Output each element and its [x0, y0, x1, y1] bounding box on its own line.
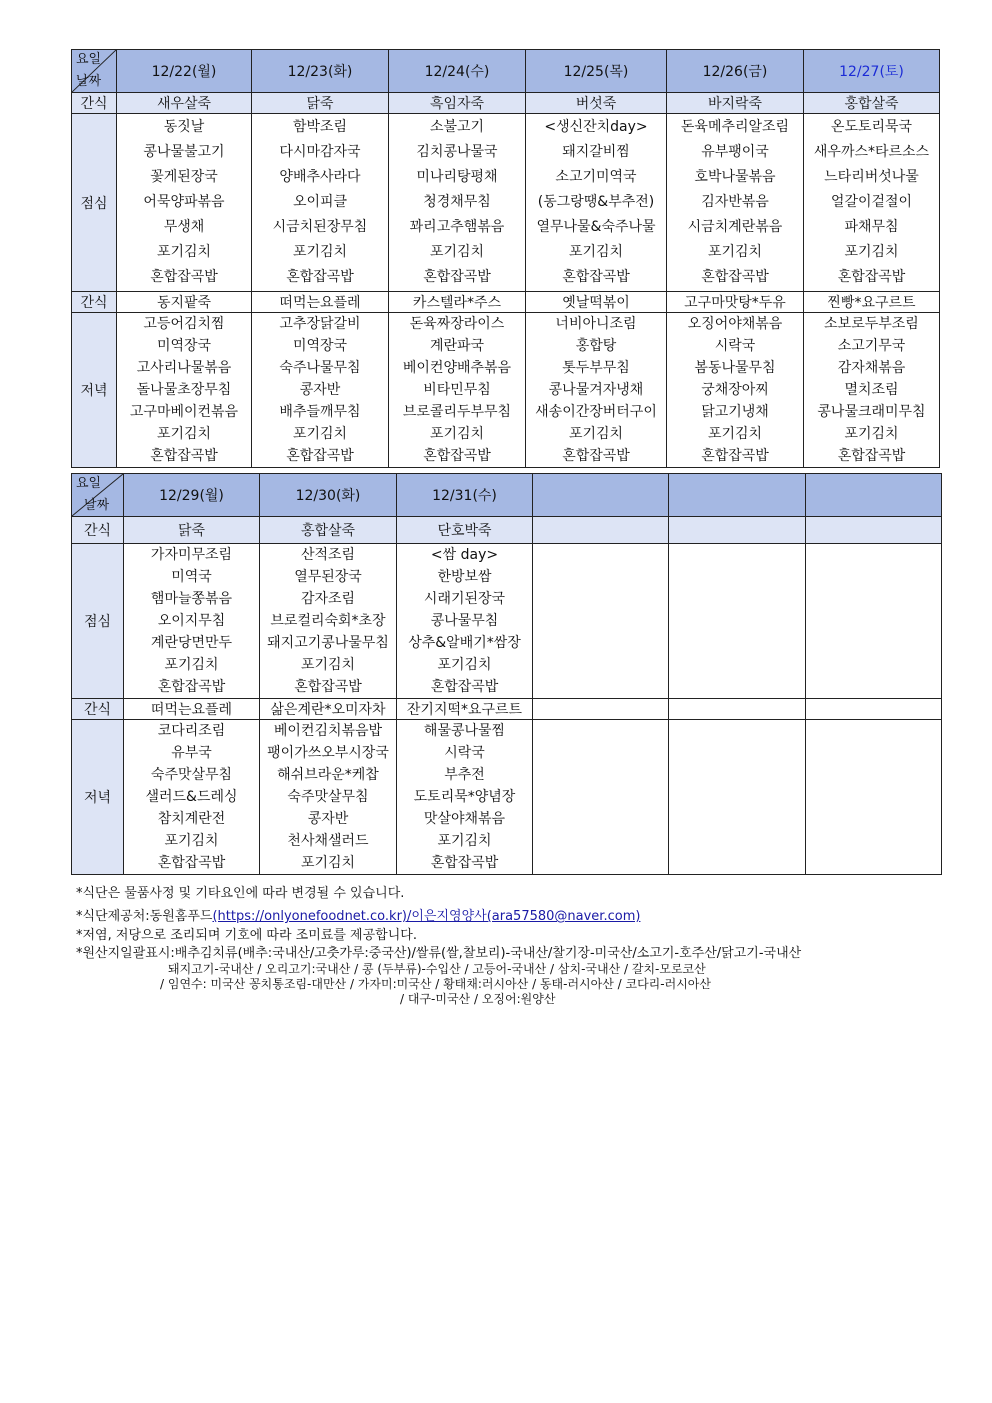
menu-item: 콩나물불고기	[143, 144, 225, 160]
menu-item: 포기김치	[292, 426, 348, 442]
menu-item: 부추전	[444, 767, 485, 783]
menu-item: 계란파국	[429, 338, 485, 354]
menu-item: 도토리묵*양념장	[413, 789, 516, 805]
snack-cell: 홍합살죽	[804, 93, 940, 114]
footnotes	[76, 882, 640, 947]
menu-item: 고등어김치찜	[143, 316, 225, 332]
dinner-cell	[804, 313, 940, 468]
day-header: 12/26(금)	[667, 50, 804, 93]
menu-item: 미역장국	[156, 338, 212, 354]
menu-item: 감자채볶음	[837, 360, 906, 376]
menu-item: 호박나물볶음	[694, 169, 776, 185]
dinner-cell	[389, 313, 526, 468]
dinner-row	[72, 313, 940, 468]
menu-item: 혼합잡곡밥	[701, 269, 769, 285]
menu-item: 콩나물겨자냉채	[548, 382, 644, 398]
corner-cell	[72, 474, 124, 517]
day-header	[806, 474, 942, 517]
menu-item: 숙주맛살무침	[287, 789, 369, 805]
menu-item: 파채무침	[844, 219, 899, 235]
morning-snack-row	[72, 517, 942, 544]
row-label-snack: 간식	[72, 93, 117, 114]
menu-item: 혼합잡곡밥	[837, 448, 906, 464]
menu-item: 포기김치	[429, 426, 485, 442]
menu-item: 브로콜리두부무침	[402, 404, 512, 420]
row-label-lunch: 점심	[72, 544, 124, 699]
menu-item: 미역장국	[292, 338, 348, 354]
origin-line-3: / 임연수: 미국산 꽁치통조림-대만산 / 가자미:미국산 / 황태채:러시아산 / 동태-러시아산 / 코다리-러시아산	[160, 977, 711, 991]
menu-item: 오이지무침	[157, 613, 226, 629]
menu-item: 배추들깨무침	[279, 404, 361, 420]
menu-item: 양배추사라다	[279, 169, 361, 185]
menu-item: 꽃게된장국	[150, 169, 218, 185]
menu-item: 시금치된장무침	[272, 219, 368, 235]
menu-item: 동짓날	[163, 119, 205, 135]
menu-item: 혼합잡곡밥	[150, 269, 218, 285]
menu-item: 해쉬브라운*케찹	[277, 767, 379, 783]
menu-item: 혼합잡곡밥	[701, 448, 769, 464]
menu-item: 혼합잡곡밥	[157, 679, 226, 695]
menu-item: 혼합잡곡밥	[286, 269, 354, 285]
menu-item: 닭고기냉채	[701, 404, 769, 420]
menu-item: 해물콩나물찜	[423, 723, 506, 739]
week1-menu-table	[71, 49, 940, 468]
corner-day-label: 요일	[76, 52, 102, 67]
menu-item: 콩자반	[299, 382, 341, 398]
lunch-cell	[526, 114, 667, 292]
menu-item: 돈육메추리알조림	[680, 119, 790, 135]
menu-item: 포기김치	[156, 426, 212, 442]
menu-item: 혼합잡곡밥	[294, 679, 362, 695]
menu-item: 소불고기	[429, 119, 485, 135]
morning-snack-row	[72, 93, 940, 114]
menu-item: 어묵양파볶음	[143, 194, 225, 210]
snack-cell	[806, 699, 942, 720]
lunch-cell	[117, 114, 252, 292]
menu-item: 콩자반	[307, 811, 349, 827]
menu-item: 혼합잡곡밥	[562, 448, 630, 464]
menu-item: 베이컨양배추볶음	[402, 360, 512, 376]
menu-item: 혼합잡곡밥	[423, 448, 491, 464]
menu-item: <생신잔치day>	[544, 119, 648, 135]
lunch-cell	[124, 544, 260, 699]
menu-item: 계란당면만두	[150, 635, 233, 651]
menu-item: 김치콩나물국	[416, 144, 498, 160]
menu-item: 베이컨김치볶음밥	[273, 723, 383, 739]
note-change-notice: *식단은 물품사정 및 기타요인에 따라 변경될 수 있습니다.	[76, 886, 405, 901]
dinner-cell	[397, 720, 533, 875]
corner-date-label: 날짜	[76, 74, 102, 89]
snack-cell: 고구마맛탕*두유	[667, 292, 804, 313]
snack-cell: 떠먹는요플레	[124, 699, 260, 720]
menu-item: 시금치계란볶음	[687, 219, 783, 235]
row-label-dinner: 저녁	[72, 720, 124, 875]
day-header: 12/25(목)	[526, 50, 667, 93]
afternoon-snack-row	[72, 292, 940, 313]
menu-item: 한방보쌈	[437, 569, 492, 585]
menu-item: 산적조림	[300, 547, 356, 563]
menu-item: 포기김치	[707, 426, 763, 442]
menu-item: 미역국	[171, 569, 212, 585]
snack-cell: 홍합살죽	[260, 517, 397, 544]
menu-item: 고추장닭갈비	[279, 316, 361, 332]
lunch-cell	[669, 544, 806, 699]
menu-item: 시락국	[714, 338, 756, 354]
menu-item: 혼합잡곡밥	[837, 269, 906, 285]
menu-item: 김자반볶음	[701, 194, 769, 210]
snack-cell: 바지락죽	[667, 93, 804, 114]
menu-item: 멸치조림	[844, 382, 899, 398]
day-header: 12/22(월)	[117, 50, 252, 93]
menu-item: 포기김치	[844, 426, 899, 442]
row-label-lunch: 점심	[72, 114, 117, 292]
day-header	[533, 474, 669, 517]
menu-item: 무생채	[163, 219, 205, 235]
menu-item: 포기김치	[437, 833, 492, 849]
menu-item: 얼갈이겉절이	[830, 194, 913, 210]
snack-cell: 떠먹는요플레	[252, 292, 389, 313]
menu-item: 시래기된장국	[423, 591, 506, 607]
menu-item: 혼합잡곡밥	[150, 448, 218, 464]
menu-item: 궁채장아찌	[701, 382, 769, 398]
provider-link[interactable]: (https://onlyonefoodnet.co.kr)/이은지영양사(ara57580@naver.com)	[212, 909, 641, 924]
afternoon-snack-row	[72, 699, 942, 720]
dinner-cell	[669, 720, 806, 875]
corner-date-label: 날짜	[84, 498, 110, 513]
menu-item: 열무나물&숙주나물	[536, 219, 656, 235]
origin-line-1: *원산지일괄표시:배추김치류(배추:국내산/고춧가루:중국산)/쌀류(쌀,찰보리)-국내산/찰기장-미국산/소고기-호주산/닭고기-국내산	[76, 946, 802, 961]
menu-item: 청경채무침	[423, 194, 491, 210]
dinner-cell	[667, 313, 804, 468]
menu-item: 혼합잡곡밥	[430, 855, 499, 871]
snack-cell	[669, 517, 806, 544]
week2-menu-table	[71, 473, 942, 875]
origin-line-4: / 대구-미국산 / 오징어:원양산	[400, 992, 556, 1006]
menu-item: 혼합잡곡밥	[423, 269, 491, 285]
snack-cell	[806, 517, 942, 544]
row-label-snack: 간식	[72, 292, 117, 313]
lunch-cell	[260, 544, 397, 699]
menu-item: <쌈 day>	[430, 547, 499, 563]
dinner-cell	[806, 720, 942, 875]
menu-item: 콩나물크래미무침	[817, 404, 926, 420]
menu-item: 숙주맛살무침	[150, 767, 233, 783]
menu-item: 참치계란전	[157, 811, 226, 827]
snack-cell	[533, 699, 669, 720]
day-header: 12/23(화)	[252, 50, 389, 93]
menu-item: 비타민무침	[423, 382, 491, 398]
day-header-saturday: 12/27(토)	[804, 50, 940, 93]
menu-item: 고구마베이컨볶음	[129, 404, 239, 420]
snack-cell: 동지팥죽	[117, 292, 252, 313]
snack-cell: 단호박죽	[397, 517, 533, 544]
menu-item: 상추&알배기*쌈장	[408, 635, 521, 651]
menu-item: 다시마감자국	[279, 144, 361, 160]
lunch-cell	[804, 114, 940, 292]
menu-item: 꽈리고추햄볶음	[409, 219, 505, 235]
lunch-cell	[252, 114, 389, 292]
snack-cell: 새우살죽	[117, 93, 252, 114]
date-header-row	[72, 474, 942, 517]
menu-item: 숙주나물무침	[279, 360, 361, 376]
lunch-row	[72, 544, 942, 699]
menu-item: 유부팽이국	[701, 144, 769, 160]
lunch-cell	[806, 544, 942, 699]
menu-item: 너비아니조림	[555, 316, 637, 332]
dinner-cell	[117, 313, 252, 468]
snack-cell: 찐빵*요구르트	[804, 292, 940, 313]
lunch-cell	[533, 544, 669, 699]
menu-item: 포기김치	[300, 657, 356, 673]
date-header-row	[72, 50, 940, 93]
menu-item: 햄마늘쫑볶음	[150, 591, 233, 607]
day-header: 12/29(월)	[124, 474, 260, 517]
menu-item: 돈육짜장라이스	[409, 316, 505, 332]
corner-cell	[72, 50, 117, 93]
menu-item: 새송이간장버터구이	[535, 404, 657, 420]
menu-item: 돼지고기콩나물무침	[267, 635, 389, 651]
lunch-cell	[389, 114, 526, 292]
snack-cell: 잔기지떡*요구르트	[397, 699, 533, 720]
dinner-cell	[260, 720, 397, 875]
menu-item: 오징어야채볶음	[687, 316, 783, 332]
menu-item: 소고기무국	[837, 338, 906, 354]
menu-item: 포기김치	[429, 244, 485, 260]
dinner-cell	[526, 313, 667, 468]
menu-item: 봄동나물무침	[694, 360, 776, 376]
menu-item: 가자미무조림	[150, 547, 233, 563]
menu-item: 브로컬리숙회*초장	[270, 613, 386, 629]
snack-cell: 닭죽	[252, 93, 389, 114]
dinner-cell	[252, 313, 389, 468]
menu-item: 돼지갈비찜	[562, 144, 630, 160]
dinner-cell	[533, 720, 669, 875]
row-label-dinner: 저녁	[72, 313, 117, 468]
menu-item: 포기김치	[164, 657, 219, 673]
day-header: 12/31(수)	[397, 474, 533, 517]
menu-item: 포기김치	[707, 244, 763, 260]
day-header: 12/24(수)	[389, 50, 526, 93]
menu-item: 포기김치	[292, 244, 348, 260]
day-header	[669, 474, 806, 517]
menu-item: 포기김치	[156, 244, 212, 260]
snack-cell	[669, 699, 806, 720]
menu-item: 감자조림	[300, 591, 356, 607]
menu-item: 포기김치	[568, 426, 624, 442]
snack-cell: 버섯죽	[526, 93, 667, 114]
menu-item: 돌나물초장무침	[136, 382, 232, 398]
snack-cell	[533, 517, 669, 544]
menu-item: 맛살야채볶음	[423, 811, 506, 827]
menu-item: 시락국	[444, 745, 485, 761]
menu-item: 혼합잡곡밥	[286, 448, 354, 464]
menu-item: 콩나물무침	[430, 613, 499, 629]
snack-cell: 흑임자죽	[389, 93, 526, 114]
menu-item: 코다리조림	[157, 723, 226, 739]
menu-item: 천사채샐러드	[287, 833, 369, 849]
menu-item: 새우까스*타르소스	[813, 144, 930, 160]
snack-cell: 옛날떡볶이	[526, 292, 667, 313]
dinner-row	[72, 720, 942, 875]
menu-item: 온도토리묵국	[830, 119, 913, 135]
snack-cell: 닭죽	[124, 517, 260, 544]
menu-item: 포기김치	[844, 244, 899, 260]
menu-item: 느타리버섯나물	[824, 169, 919, 185]
menu-item: 함박조림	[292, 119, 348, 135]
day-header: 12/30(화)	[260, 474, 397, 517]
origin-line-2: 돼지고기-국내산 / 오리고기:국내산 / 콩 (두부류)-수입산 / 고등어-국내산 / 삼치-국내산 / 갈치-모로코산	[168, 962, 706, 976]
menu-item: 혼합잡곡밥	[430, 679, 499, 695]
menu-item: 오이피클	[292, 194, 348, 210]
lunch-cell	[397, 544, 533, 699]
menu-item: 고사리나물볶음	[136, 360, 232, 376]
menu-item: 팽이가쓰오부시장국	[267, 745, 389, 761]
row-label-snack: 간식	[72, 699, 124, 720]
menu-item: 미나리탕평채	[416, 169, 498, 185]
menu-item: 유부국	[171, 745, 212, 761]
menu-item: 포기김치	[437, 657, 492, 673]
menu-item: 샐러드&드레싱	[145, 789, 238, 805]
menu-item: 포기김치	[300, 855, 356, 871]
snack-cell: 카스텔라*주스	[389, 292, 526, 313]
menu-item: 혼합잡곡밥	[157, 855, 226, 871]
menu-item: 소고기미역국	[555, 169, 637, 185]
note-low-salt: *저염, 저당으로 조리되며 기호에 따라 조미료를 제공합니다.	[76, 928, 417, 943]
menu-item: 홍합탕	[575, 338, 617, 354]
menu-item: 열무된장국	[294, 569, 362, 585]
dinner-cell	[124, 720, 260, 875]
snack-cell: 삶은계란*오미자차	[260, 699, 397, 720]
menu-item: 포기김치	[568, 244, 624, 260]
lunch-row	[72, 114, 940, 292]
menu-item: (동그랑땡&부추전)	[537, 194, 655, 210]
menu-item: 소보로두부조림	[824, 316, 919, 332]
lunch-cell	[667, 114, 804, 292]
row-label-snack: 간식	[72, 517, 124, 544]
menu-item: 혼합잡곡밥	[562, 269, 630, 285]
corner-day-label: 요일	[76, 476, 102, 491]
menu-item: 톳두부무침	[562, 360, 630, 376]
note-provider-label: *식단제공처:동원홈푸드	[76, 909, 213, 924]
menu-item: 포기김치	[164, 833, 219, 849]
